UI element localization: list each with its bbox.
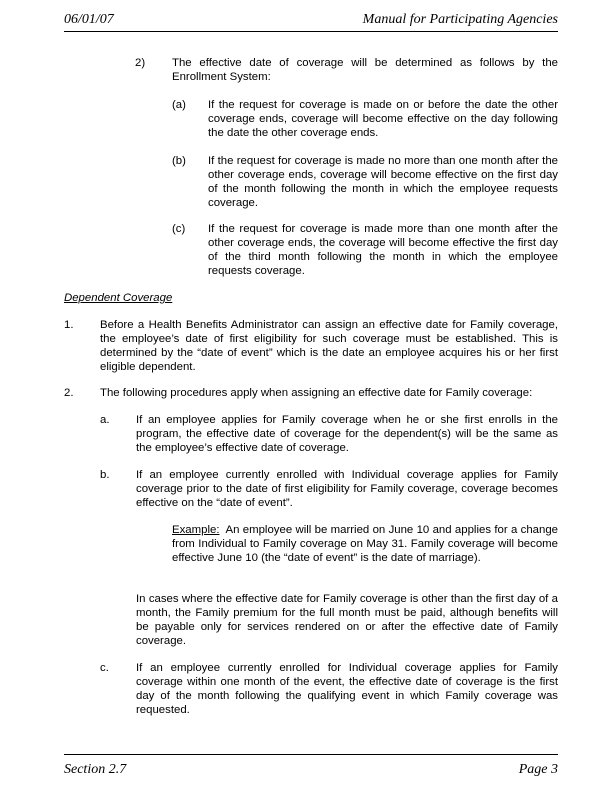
sub-text: If the request for coverage is made on or before the date the other coverage ends, coverage will become effective on the day following the date the other coverage ends. [208, 99, 558, 139]
sub-label: (b) [172, 155, 186, 167]
header-rule [64, 31, 558, 32]
header-title: Manual for Participating Agencies [362, 12, 558, 27]
sub-label: (a) [172, 99, 186, 111]
footer-rule [64, 754, 558, 755]
sub-label: b. [100, 469, 110, 481]
page-number: Page 3 [518, 762, 558, 777]
item-number: 2) [135, 57, 146, 69]
sub-text: If the request for coverage is made more than one month after the other coverage ends, the coverage will become effective the first day of the third month following the month in which the employee requests coverage. [208, 223, 558, 277]
item-text: Before a Health Benefits Administrator can assign an effective date for Family coverage, the employee’s date of first eligibility for such coverage must be established. This is determined by the “date of event” which is the date an employee acquires his or her first eligible dependent. [100, 319, 558, 373]
section-heading: Dependent Coverage [64, 292, 173, 304]
header-date: 06/01/07 [64, 12, 114, 27]
example-text: An employee will be married on June 10 and applies for a change from Individual to Family coverage on May 31. Family coverage will become effective June 10 (the “date of event” is the date of marriage). [172, 524, 558, 564]
item-text: The effective date of coverage will be determined as follows by the Enrollment System: [172, 57, 558, 83]
footer-section: Section 2.7 [64, 762, 127, 777]
sub-label: (c) [172, 223, 186, 235]
example-label: Example: [172, 524, 220, 536]
sub-label: a. [100, 414, 110, 426]
item-number: 1. [64, 319, 74, 331]
sub-text: If the request for coverage is made no more than one month after the other coverage ends, coverage will become effective on the first day of the month following the month in which the employee requests coverage. [208, 155, 558, 209]
example-block [172, 523, 558, 565]
sub-text: If an employee currently enrolled for Individual coverage applies for Family coverage within one month of the event, the effective date of coverage is the first day of the month following the qualifying event in which Family coverage was requested. [136, 662, 558, 716]
sub-label: c. [100, 662, 109, 674]
sub-text: If an employee applies for Family coverage when he or she first enrolls in the program, the effective date of coverage for the dependent(s) will be the same as the employee’s effective date of coverage. [136, 414, 558, 454]
note-paragraph: In cases where the effective date for Family coverage is other than the first day of a month, the Family premium for the full month must be paid, although benefits will be payable only for services rendered on or after the effective date of Family coverage. [136, 593, 558, 647]
sub-text: If an employee currently enrolled with Individual coverage applies for Family coverage prior to the date of first eligibility for Family coverage, coverage becomes effective on the “date of event”. [136, 469, 558, 509]
item-number: 2. [64, 387, 74, 399]
item-text: The following procedures apply when assigning an effective date for Family coverage: [100, 387, 533, 399]
